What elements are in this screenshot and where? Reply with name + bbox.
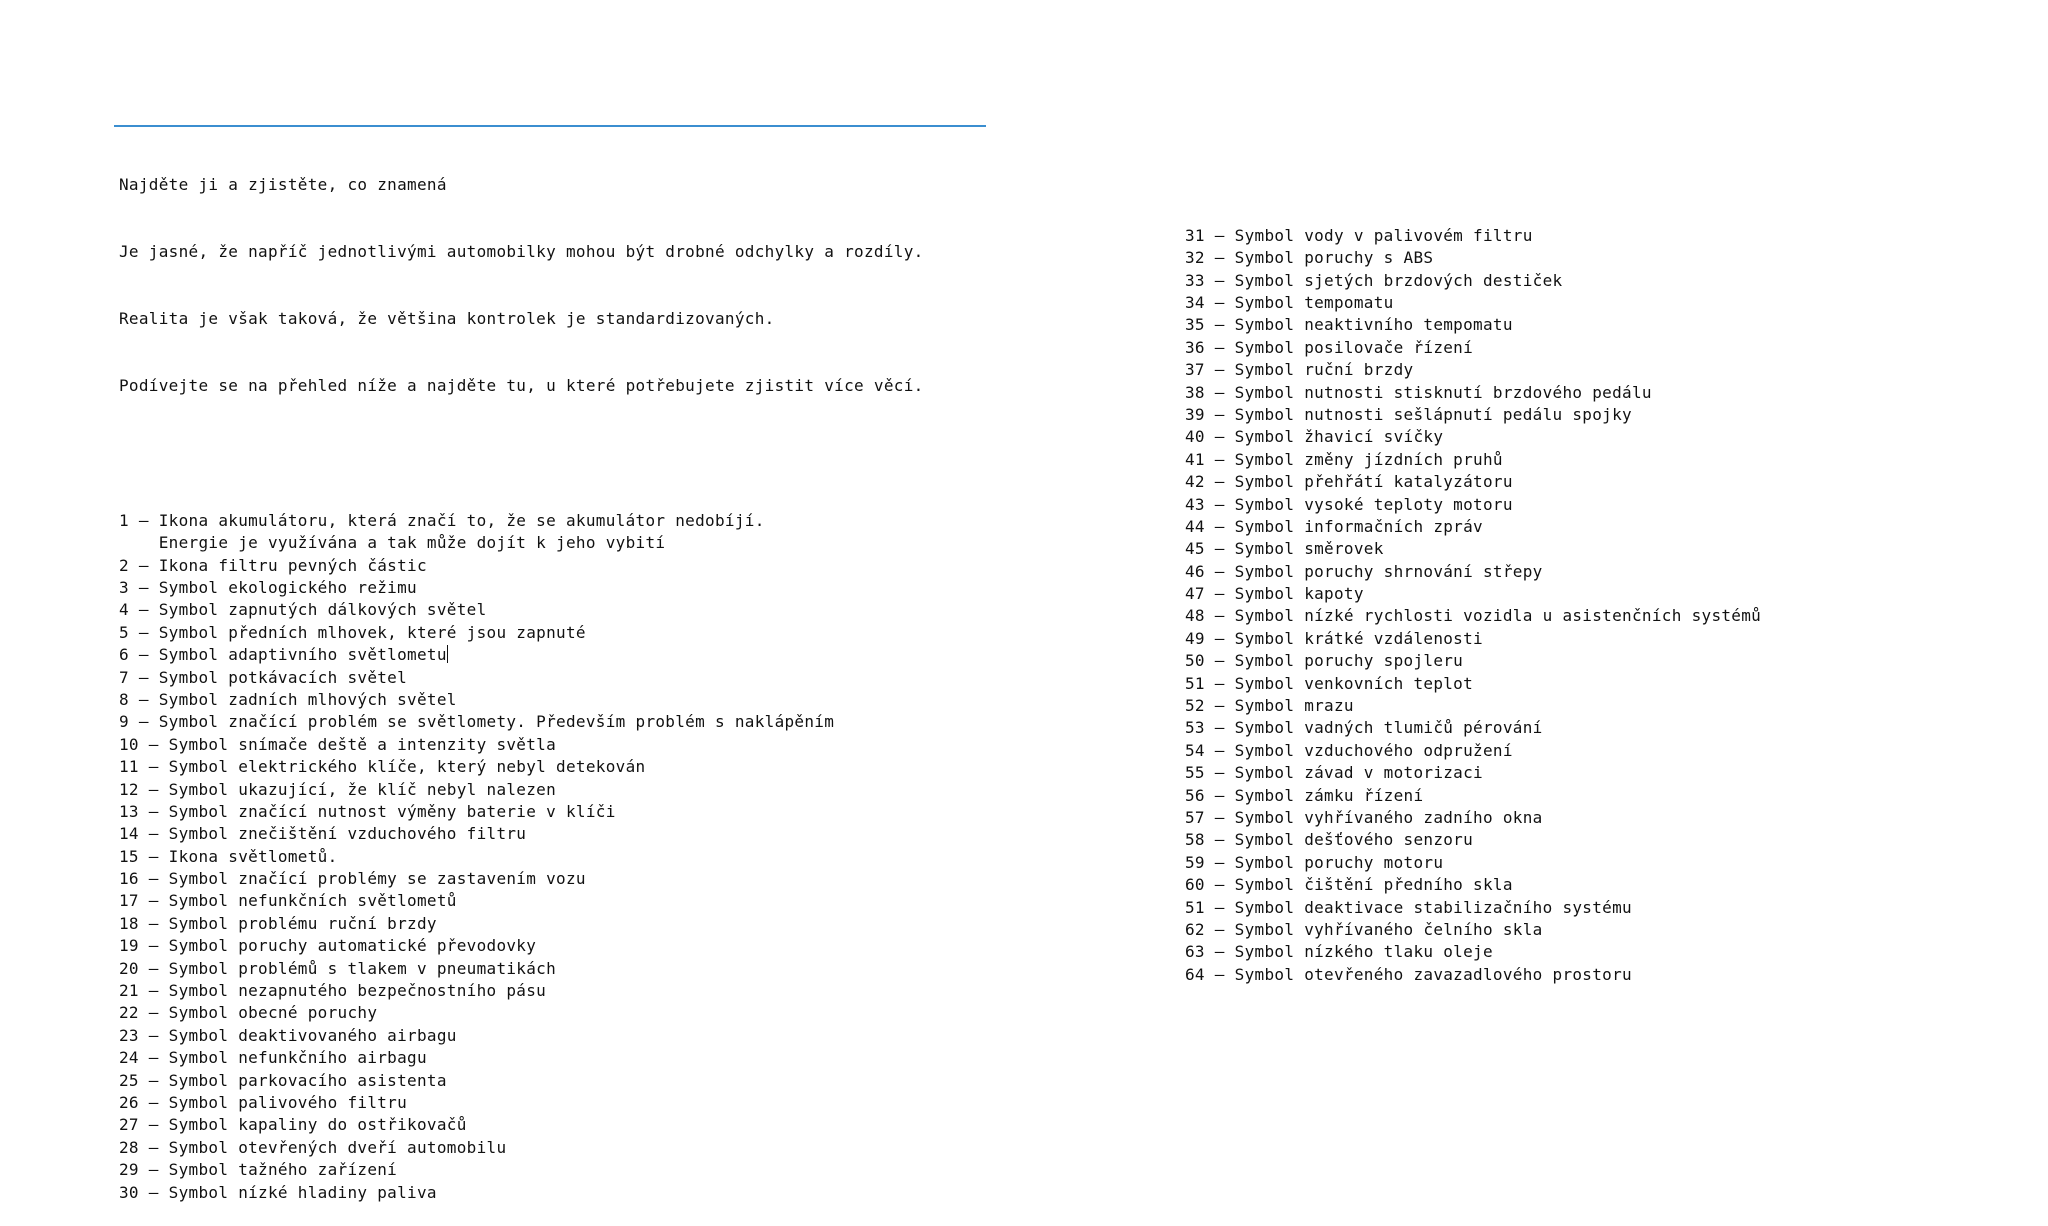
- header-rule: [114, 125, 986, 127]
- right-list: [1185, 225, 1761, 986]
- list-item: 9 – Symbol značící problém se světlomety. Především problém s naklápěním: [119, 712, 835, 732]
- list-item: 41 – Symbol změny jízdních pruhů: [1185, 449, 1503, 469]
- list-item: 34 – Symbol tempomatu: [1185, 292, 1394, 312]
- list-item: 51 – Symbol venkovních teplot: [1185, 673, 1474, 693]
- list-item: 1 – Ikona akumulátoru, která značí to, že se akumulátor nedobíjí.: [119, 510, 765, 530]
- list-item: 36 – Symbol posilovače řízení: [1185, 337, 1474, 357]
- list-item: 42 – Symbol přehřátí katalyzátoru: [1185, 472, 1513, 492]
- list-item: 49 – Symbol krátké vzdálenosti: [1185, 628, 1483, 648]
- list-item: 64 – Symbol otevřeného zavazadlového prostoru: [1185, 964, 1632, 984]
- list-item: 4 – Symbol zapnutých dálkových světel: [119, 600, 487, 620]
- list-item: 60 – Symbol čištění předního skla: [1185, 875, 1513, 895]
- list-item: 19 – Symbol poruchy automatické převodovky: [119, 936, 537, 956]
- list-item: 10 – Symbol snímače deště a intenzity světla: [119, 734, 557, 754]
- list-item: 13 – Symbol značící nutnost výměny baterie v klíči: [119, 801, 616, 821]
- list-item: 52 – Symbol mrazu: [1185, 696, 1354, 716]
- intro-line: Najděte ji a zjistěte, co znamená: [119, 174, 447, 194]
- intro-line: Podívejte se na přehled níže a najděte tu, u které potřebujete zjistit více věcí.: [119, 376, 924, 396]
- list-item: 18 – Symbol problému ruční brzdy: [119, 913, 437, 933]
- list-item: 58 – Symbol dešťového senzoru: [1185, 830, 1474, 850]
- list-item: 37 – Symbol ruční brzdy: [1185, 360, 1414, 380]
- left-column: [119, 129, 924, 1226]
- list-item: 45 – Symbol směrovek: [1185, 539, 1384, 559]
- list-item: 16 – Symbol značící problémy se zastavením vozu: [119, 869, 586, 889]
- list-item: 59 – Symbol poruchy motoru: [1185, 852, 1444, 872]
- list-item: 30 – Symbol nízké hladiny paliva: [119, 1182, 437, 1202]
- list-item: 11 – Symbol elektrického klíče, který nebyl detekován: [119, 757, 646, 777]
- list-item: 3 – Symbol ekologického režimu: [119, 578, 417, 597]
- list-item: 28 – Symbol otevřených dveří automobilu: [119, 1137, 507, 1157]
- list-item: 39 – Symbol nutnosti sešlápnutí pedálu spojky: [1185, 404, 1632, 424]
- list-item: 15 – Ikona světlometů.: [119, 846, 338, 866]
- list-item: 6 – Symbol adaptivního světlometu: [119, 645, 447, 665]
- list-item: 22 – Symbol obecné poruchy: [119, 1003, 378, 1023]
- intro-line: Je jasné, že napříč jednotlivými automobilky mohou být drobné odchylky a rozdíly.: [119, 242, 924, 262]
- list-item: 48 – Symbol nízké rychlosti vozidla u asistenčních systémů: [1185, 606, 1762, 626]
- right-column: [1185, 180, 1761, 1009]
- list-item: 63 – Symbol nízkého tlaku oleje: [1185, 942, 1493, 962]
- list-item: 12 – Symbol ukazující, že klíč nebyl nalezen: [119, 779, 557, 799]
- list-item: 62 – Symbol vyhřívaného čelního skla: [1185, 919, 1543, 939]
- list-item: 57 – Symbol vyhřívaného zadního okna: [1185, 807, 1543, 827]
- list-item: 5 – Symbol předních mlhovek, které jsou zapnuté: [119, 622, 586, 642]
- list-item: 54 – Symbol vzduchového odpružení: [1185, 740, 1513, 760]
- list-item: 25 – Symbol parkovacího asistenta: [119, 1070, 447, 1090]
- list-item: 2 – Ikona filtru pevných částic: [119, 555, 427, 575]
- list-item: 47 – Symbol kapoty: [1185, 584, 1364, 604]
- intro-line: Realita je však taková, že většina kontrolek je standardizovaných.: [119, 309, 775, 329]
- list-item: 53 – Symbol vadných tlumičů pérování: [1185, 718, 1543, 738]
- list-item: 51 – Symbol deaktivace stabilizačního systému: [1185, 897, 1632, 917]
- list-item: 14 – Symbol znečištění vzduchového filtru: [119, 824, 527, 844]
- list-item: Energie je využívána a tak může dojít k jeho vybití: [119, 533, 666, 553]
- list-item: 21 – Symbol nezapnutého bezpečnostního pásu: [119, 981, 547, 1001]
- list-item: 29 – Symbol tažného zařízení: [119, 1160, 398, 1180]
- text-cursor: [447, 645, 449, 663]
- list-item: 24 – Symbol nefunkčního airbagu: [119, 1048, 427, 1068]
- list-item: 26 – Symbol palivového filtru: [119, 1092, 408, 1112]
- list-item: 44 – Symbol informačních zpráv: [1185, 516, 1483, 536]
- list-item: 20 – Symbol problémů s tlakem v pneumatikách: [119, 958, 557, 978]
- list-item: 46 – Symbol poruchy shrnování střepy: [1185, 561, 1543, 581]
- list-item: 35 – Symbol neaktivního tempomatu: [1185, 315, 1513, 335]
- list-item: 56 – Symbol zámku řízení: [1185, 785, 1424, 805]
- blank-line: [119, 443, 924, 465]
- list-item: 50 – Symbol poruchy spojleru: [1185, 651, 1464, 671]
- list-item: 43 – Symbol vysoké teploty motoru: [1185, 494, 1513, 514]
- list-item: 32 – Symbol poruchy s ABS: [1185, 248, 1434, 268]
- list-item: 27 – Symbol kapaliny do ostřikovačů: [119, 1115, 467, 1135]
- list-item: 23 – Symbol deaktivovaného airbagu: [119, 1025, 457, 1045]
- list-item: 17 – Symbol nefunkčních světlometů: [119, 891, 457, 911]
- list-item: 31 – Symbol vody v palivovém filtru: [1185, 225, 1533, 245]
- list-item: 33 – Symbol sjetých brzdových destiček: [1185, 270, 1563, 290]
- list-item: 38 – Symbol nutnosti stisknutí brzdového pedálu: [1185, 382, 1652, 402]
- list-item: 7 – Symbol potkávacích světel: [119, 667, 408, 687]
- left-list: [119, 510, 924, 1204]
- list-item: 8 – Symbol zadních mlhových světel: [119, 689, 457, 709]
- list-item: 40 – Symbol žhavicí svíčky: [1185, 427, 1444, 447]
- list-item: 55 – Symbol závad v motorizaci: [1185, 763, 1483, 783]
